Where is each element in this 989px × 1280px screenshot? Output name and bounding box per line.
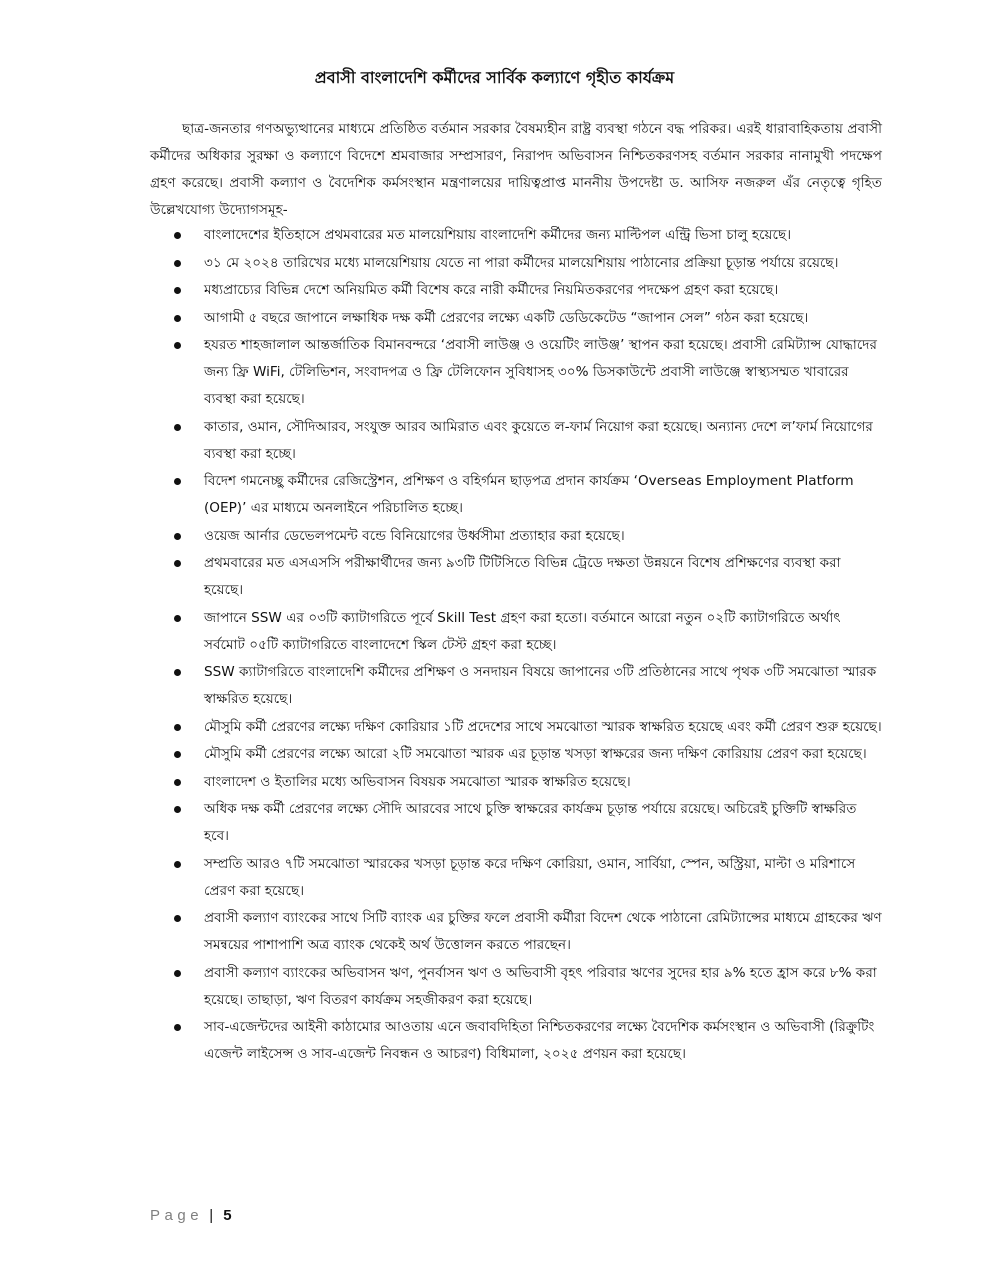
list-item [150,414,884,468]
list-item [150,222,884,249]
list-item [150,905,884,959]
list-item-text: মৌসুমি কর্মী প্রেরণের লক্ষ্যে আরো ২টি সমঝোতা স্মারক এর চূড়ান্ত খসড়া স্বাক্ষরের জন্য দক্ষিণ কোরিয়ায় প্রেরণ করা হয়েছে। [204,746,867,762]
bullet-icon [174,915,181,922]
list-item [150,468,884,522]
bullet-icon [174,806,181,813]
bullet-icon [174,342,181,349]
list-item-text: মধ্যপ্রাচ্যের বিভিন্ন দেশে অনিয়মিত কর্মী বিশেষ করে নারী কর্মীদের নিয়মিতকরণের পদক্ষেপ গ্রহণ করা হয়েছে। [204,282,779,298]
list-item-text: মৌসুমি কর্মী প্রেরণের লক্ষ্যে দক্ষিণ কোরিয়ার ১টি প্রদেশের সাথে সমঝোতা স্মারক স্বাক্ষরিত হয়েছে এবং কর্মী প্রেরণ শুরু হয়েছে। [204,718,882,735]
list-item-text: সাব-এজেন্টদের আইনী কাঠামোর আওতায় এনে জবাবদিহিতা নিশ্চিতকরণের লক্ষ্যে বৈদেশিক কর্মসংস্থান ও অভিবাসী (রিক্রুটিং এজেন্ট লাইসেন্স ও সাব-এজেন্ট নিবন্ধন ও আচরণ) বিধিমালা, ২০২৫ প্রণয়ন করা হয়েছে। [204,1019,875,1062]
bullet-icon [174,970,181,977]
list-item [150,1014,884,1068]
bullet-icon [174,478,181,485]
bullet-icon [174,615,181,622]
bullet-icon [174,315,181,322]
bullet-icon [174,424,181,431]
page-number: 5 [223,1207,232,1224]
bullet-icon [174,751,181,758]
bullet-icon [174,779,181,786]
list-item-text: কাতার, ওমান, সৌদিআরব, সংযুক্ত আরব আমিরাত এবং কুয়েতে ল-ফার্ম নিয়োগ করা হয়েছে। অন্যান্য দেশে ল’ফার্ম নিয়োগের ব্যবস্থা করা হচ্ছে। [204,418,873,462]
intro-paragraph: ছাত্র-জনতার গণঅভ্যুত্থানের মাধ্যমে প্রতিষ্ঠিত বর্তমান সরকার বৈষম্যহীন রাষ্ট্র ব্যবস্থা গঠনে বদ্ধ পরিকর। এরই ধারাবাহিকতায় প্রবাসী কর্মীদের অধিকার সুরক্ষা ও কল্যাণে বিদেশে শ্রমবাজার সম্প্রসারণ, নিরাপদ অভিবাসন নিশ্চিতকরণসহ বর্তমান সরকার নানামুখী পদক্ষেপ গ্রহণ করেছে। প্রবাসী কল্যাণ ও বৈদেশিক কর্মসংস্থান মন্ত্রণালয়ের দায়িত্বপ্রাপ্ত মাননীয় উপদেষ্টা ড. আসিফ নজরুল এঁর নেতৃত্বে গৃহিত উল্লেখযোগ্য উদ্যোগসমূহ- [150,121,882,218]
list-item [150,796,884,850]
bullet-icon [174,533,181,540]
list-item-text: বাংলাদেশ ও ইতালির মধ্যে অভিবাসন বিষয়ক সমঝোতা স্মারক স্বাক্ষরিত হয়েছে। [204,773,631,790]
list-item [150,332,884,413]
list-item-text: জাপানে SSW এর ০৩টি ক্যাটাগরিতে পূর্বে Skill Test গ্রহণ করা হতো। বর্তমানে আরো নতুন ০২টি ক্যাটাগরিতে অর্থাৎ সর্বমোট ০৫টি ক্যাটাগরিতে বাংলাদেশে স্কিল টেস্ট গ্রহণ করা হচ্ছে। [204,609,841,653]
list-item-text: হযরত শাহজালাল আন্তর্জাতিক বিমানবন্দরে ‘প্রবাসী লাউঞ্জ ও ওয়েটিং লাউঞ্জ’ স্থাপন করা হয়েছে। প্রবাসী রেমিট্যান্স যোদ্ধাদের জন্য ফ্রি WiFi, টেলিভিশন, সংবাদপত্র ও ফ্রি টেলিফোন সুবিধাসহ ৩০% ডিসকাউন্টে প্রবাসী লাউঞ্জে স্বাস্থ্যসম্মত খাবারের ব্যবস্থা করা হয়েছে। [204,337,877,407]
list-item-text: প্রবাসী কল্যাণ ব্যাংকের সাথে সিটি ব্যাংক এর চুক্তির ফলে প্রবাসী কর্মীরা বিদেশ থেকে পাঠানো রেমিট্যান্সের মাধ্যমে গ্রাহকের ঋণ সমন্বয়ের পাশাপাশি অত্র ব্যাংক থেকেই অর্থ উত্তোলন করতে পারছেন। [204,910,882,953]
page-title: প্রবাসী বাংলাদেশি কর্মীদের সার্বিক কল্যাণে গৃহীত কার্যক্রম [314,68,675,87]
page-footer [150,1205,232,1227]
list-item [150,250,884,277]
bullet-icon [174,1024,181,1031]
list-item [150,741,884,768]
list-item [150,605,884,659]
list-item-text: প্রথমবারের মত এসএসসি পরীক্ষার্থীদের জন্য ৯৩টি টিটিসিতে বিভিন্ন ট্রেডে দক্ষতা উন্নয়নে বিশেষ প্রশিক্ষণের ব্যবস্থা করা হয়েছে। [204,555,841,598]
list-item [150,960,884,1014]
list-item-text: SSW ক্যাটাগরিতে বাংলাদেশি কর্মীদের প্রশিক্ষণ ও সনদায়ন বিষয়ে জাপানের ৩টি প্রতিষ্ঠানের সাথে পৃথক ৩টি সমঝোতা স্মারক স্বাক্ষরিত হয়েছে। [204,664,877,707]
initiatives-list [150,222,884,1069]
list-item [150,659,884,713]
bullet-icon [174,232,181,239]
list-item [150,769,884,796]
list-item-text: আগামী ৫ বছরে জাপানে লক্ষাধিক দক্ষ কর্মী প্রেরণের লক্ষ্যে একটি ডেডিকেটেড “জাপান সেল” গঠন করা হয়েছে। [204,309,809,326]
list-item-text: প্রবাসী কল্যাণ ব্যাংকের অভিবাসন ঋণ, পুনর্বাসন ঋণ ও অভিবাসী বৃহৎ পরিবার ঋণের সুদের হার ৯% হতে হ্রাস করে ৮% করা হয়েছে। তাছাড়া, ঋণ বিতরণ কার্যক্রম সহজীকরণ করা হয়েছে। [204,964,877,1008]
list-item-text: অধিক দক্ষ কর্মী প্রেরণের লক্ষ্যে সৌদি আরবের সাথে চুক্তি স্বাক্ষরের কার্যক্রম চূড়ান্ত পর্যায়ে রয়েছে। অচিরেই চুক্তিটি স্বাক্ষরিত হবে। [204,801,857,844]
list-item [150,714,884,741]
bullet-icon [174,260,181,267]
bullet-icon [174,560,181,567]
list-item [150,550,884,604]
list-item-text: ৩১ মে ২০২৪ তারিখের মধ্যে মালয়েশিয়ায় যেতে না পারা কর্মীদের মালয়েশিয়ায় পাঠানোর প্রক্রিয়া চূড়ান্ত পর্যায়ে রয়েছে। [204,254,839,271]
list-item [150,523,884,550]
list-item-text: সম্প্রতি আরও ৭টি সমঝোতা স্মারকের খসড়া চূড়ান্ত করে দক্ষিণ কোরিয়া, ওমান, সার্বিয়া, স্পেন, অস্ট্রিয়া, মাল্টা ও মরিশাসে প্রেরণ করা হয়েছে। [204,855,856,899]
list-item [150,851,884,905]
page-label: Page [150,1207,204,1224]
bullet-icon [174,287,181,294]
bullet-icon [174,861,181,868]
list-item [150,277,884,304]
list-item-text: বাংলাদেশের ইতিহাসে প্রথমবারের মত মালয়েশিয়ায় বাংলাদেশি কর্মীদের জন্য মাল্টিপল এন্ট্রি ভিসা চালু হয়েছে। [204,227,792,243]
footer-separator: | [209,1207,214,1224]
bullet-icon [174,724,181,731]
list-item [150,305,884,332]
bullet-icon [174,669,181,676]
list-item-text: বিদেশ গমনেচ্ছু কর্মীদের রেজিস্ট্রেশন, প্রশিক্ষণ ও বহির্গমন ছাড়পত্র প্রদান কার্যক্রম ‘Overseas Employment Platform (OEP)’ এর মাধ্যমে অনলাইনে পরিচালিত হচ্ছে। [204,473,854,516]
list-item-text: ওয়েজ আর্নার ডেভেলপমেন্ট বন্ডে বিনিয়োগের উর্ধ্বসীমা প্রত্যাহার করা হয়েছে। [204,527,625,544]
